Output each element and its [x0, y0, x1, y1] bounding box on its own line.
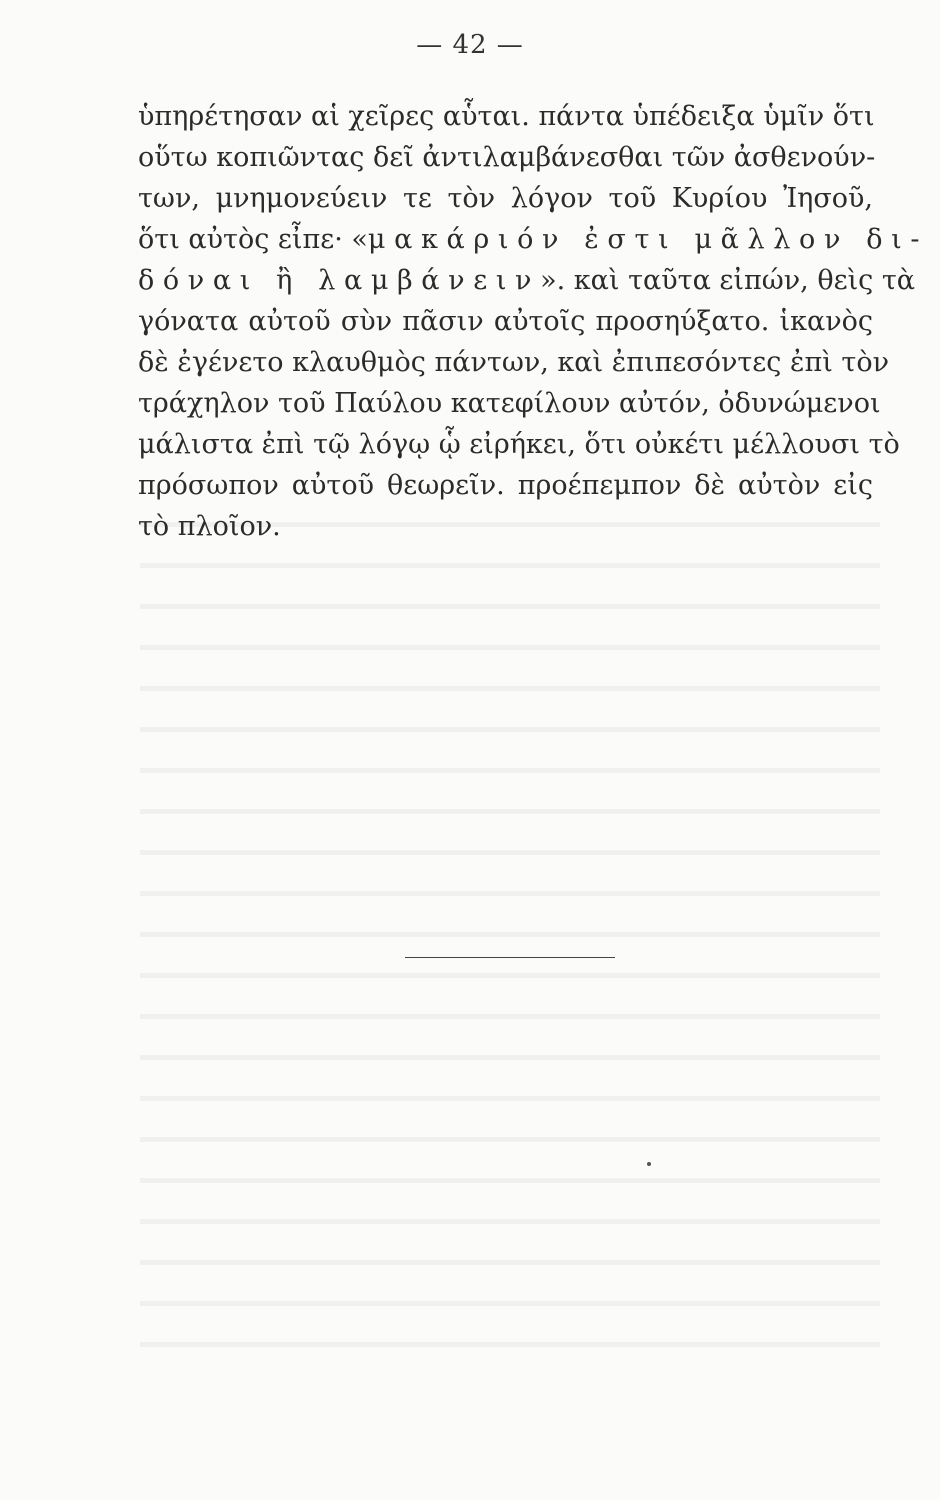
text-line-10: πρόσωπον αὐτοῦ θεωρεῖν. προέπεμπον δὲ αὐτὸν εἰς	[138, 470, 873, 501]
spaced-quote-part-2: δόναι ἢ λαμβάνειν	[138, 265, 541, 296]
text-line-4	[138, 219, 929, 260]
section-separator-rule	[405, 957, 615, 958]
paragraph	[138, 96, 929, 547]
line-4-lead: ὅτι αὐτὸς εἶπε· «	[138, 224, 368, 255]
spaced-quote-part-1: μακάριόν ἐστι μᾶλλον δι-	[367, 224, 929, 255]
text-line-11: τὸ πλοῖον.	[138, 511, 281, 542]
show-through-texture	[140, 500, 880, 1360]
ink-speck	[647, 1162, 651, 1166]
text-line-7: δὲ ἐγένετο κλαυθμὸς πάντων, καὶ ἐπιπεσόντες ἐπὶ τὸν	[138, 347, 890, 378]
text-line-2: οὕτω κοπιῶντας δεῖ ἀντιλαμβάνεσθαι τῶν ἀσθενούν-	[138, 142, 876, 173]
text-line-1: ὑπηρέτησαν αἱ χεῖρες αὗται. πάντα ὑπέδειξα ὑμῖν ὅτι	[138, 101, 875, 132]
page-number: — 42 —	[416, 30, 524, 60]
line-5-tail: ». καὶ ταῦτα εἰπών, θεὶς τὰ	[540, 265, 916, 296]
text-line-9: μάλιστα ἐπὶ τῷ λόγῳ ᾧ εἰρήκει, ὅτι οὐκέτι μέλλουσι τὸ	[138, 429, 900, 460]
text-line-8: τράχηλον τοῦ Παύλου κατεφίλουν αὐτόν, ὀδυνώμενοι	[138, 388, 881, 419]
text-line-3: των, μνημονεύειν τε τὸν λόγον τοῦ Κυρίου Ἰησοῦ,	[138, 183, 873, 214]
text-line-5	[138, 260, 916, 301]
text-line-6: γόνατα αὐτοῦ σὺν πᾶσιν αὐτοῖς προσηύξατο. ἱκανὸς	[138, 306, 873, 337]
